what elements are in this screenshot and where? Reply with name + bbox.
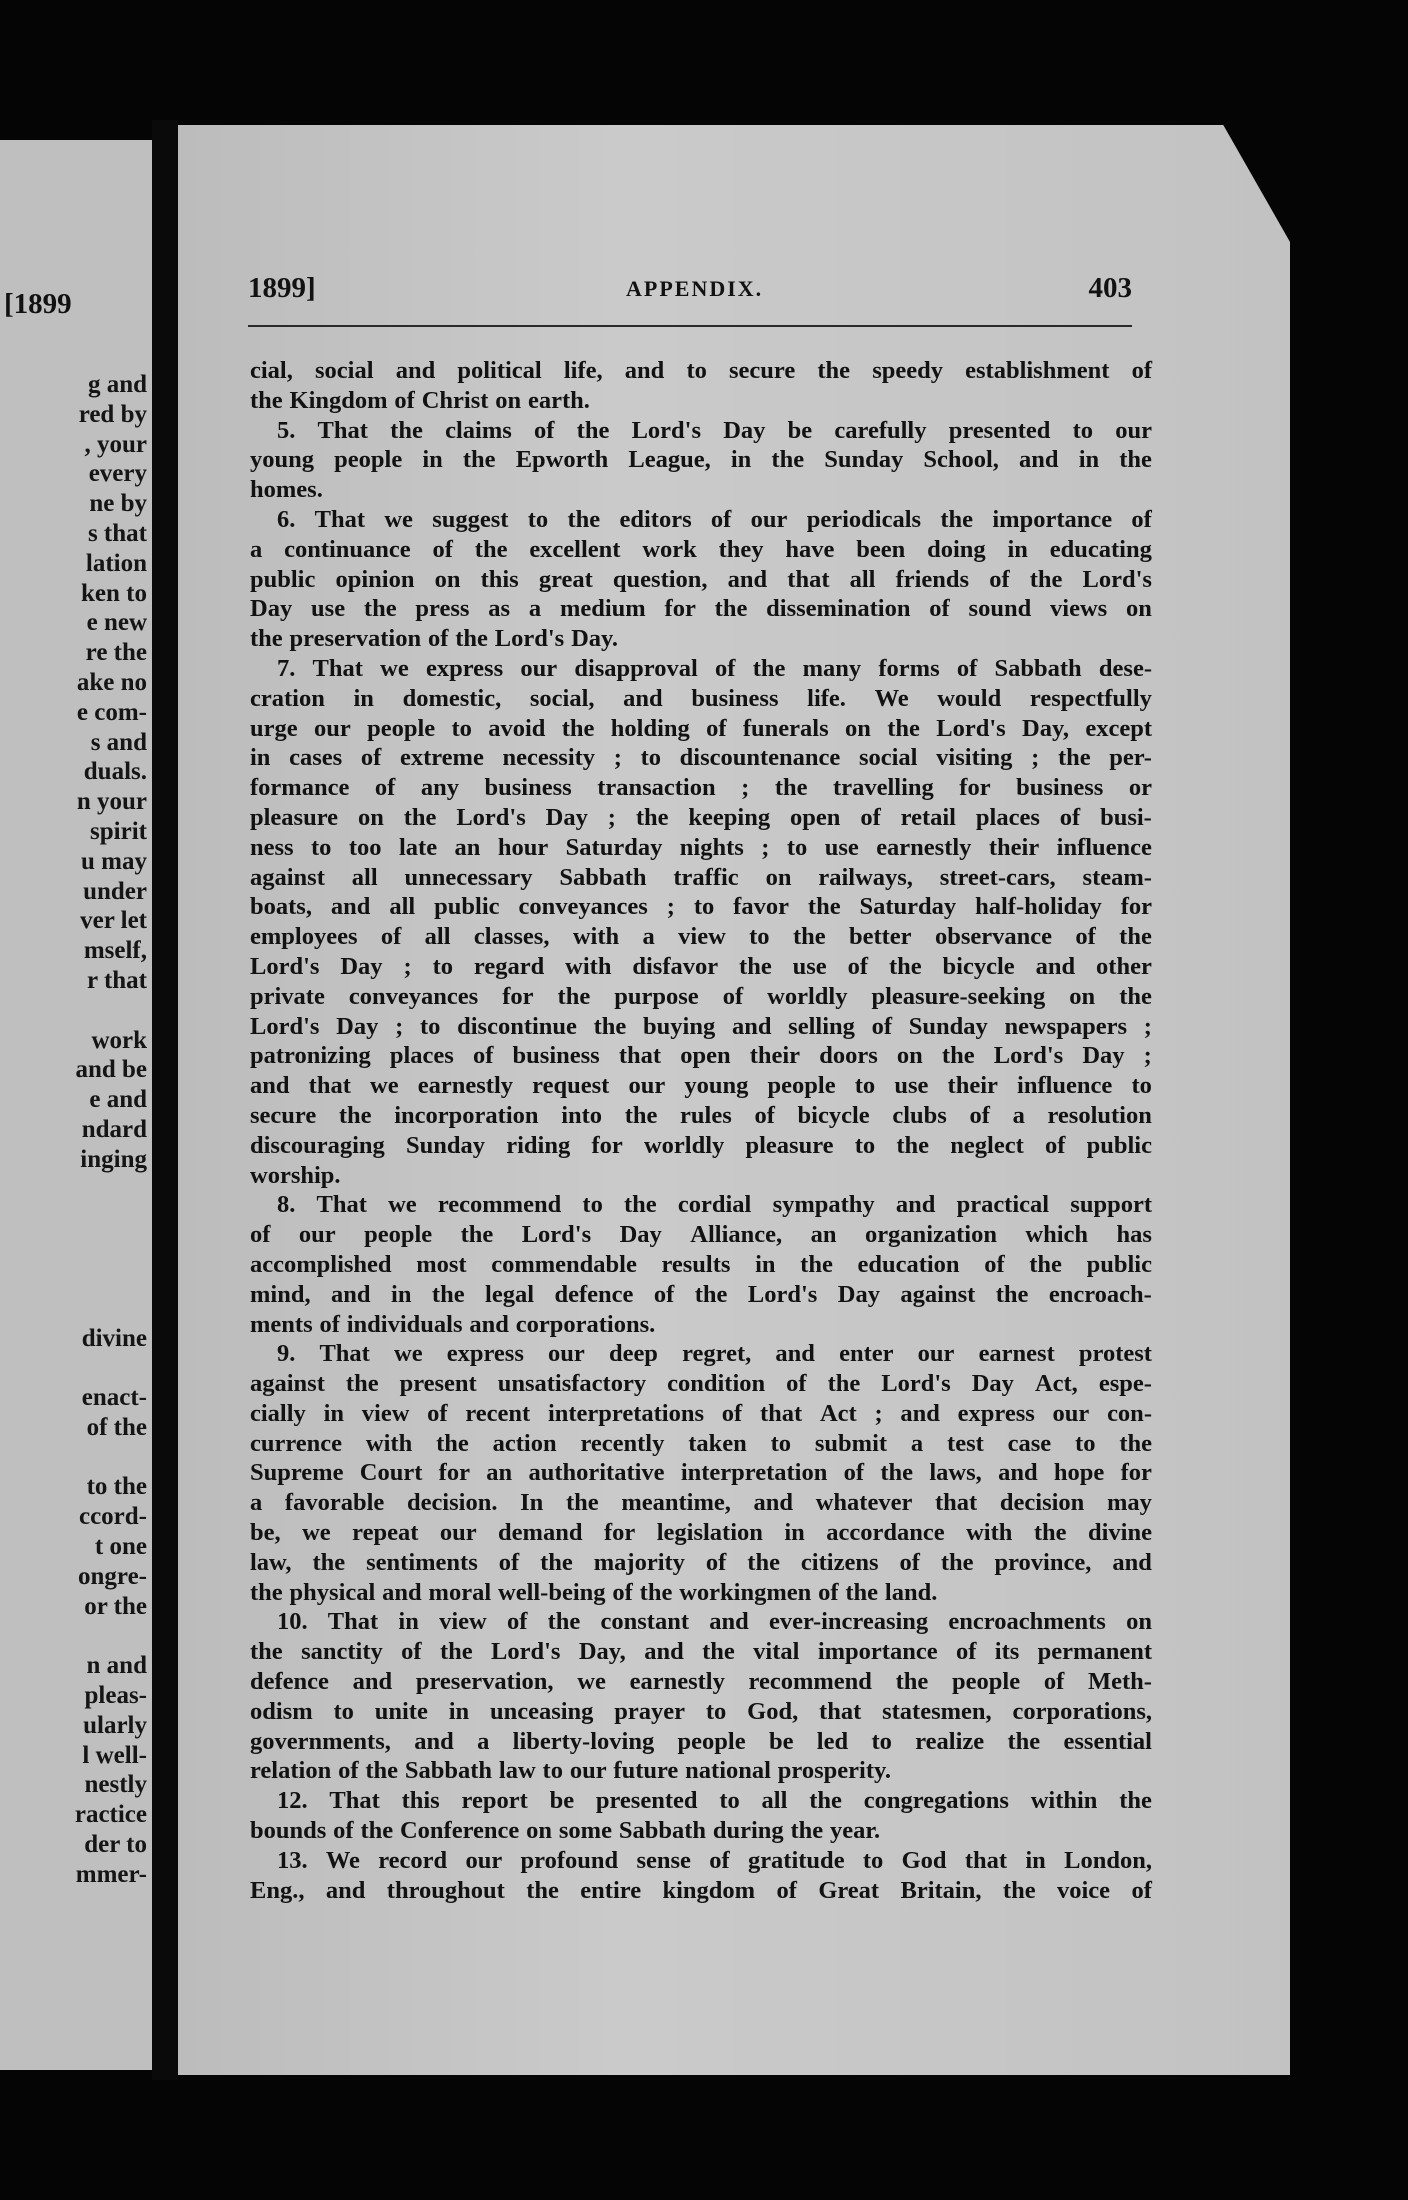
paragraph xyxy=(250,654,1152,1190)
text-line: mind, and in the legal defence of the Lord's Day against the encroach- xyxy=(250,1280,1152,1308)
text-line: private conveyances for the purpose of worldly pleasure-seeking on the xyxy=(250,982,1152,1010)
text-line: homes. xyxy=(250,476,323,504)
text-line: employees of all classes, with a view to the better observance of the xyxy=(250,923,1152,951)
text-line: young people in the Epworth League, in the Sunday School, and in the xyxy=(250,446,1152,474)
text-line: the physical and moral well-being of the workingmen of the land. xyxy=(250,1578,938,1606)
text-line: currence with the action recently taken to submit a test case to the xyxy=(250,1429,1152,1457)
text-line: cially in view of recent interpretations of that Act ; and express our con- xyxy=(250,1399,1152,1427)
left-page-line xyxy=(0,1294,152,1324)
left-page-line: under xyxy=(83,877,147,905)
left-page-line: e com- xyxy=(76,698,147,726)
left-page-line: ken to xyxy=(81,579,147,607)
left-page-line: s and xyxy=(90,728,147,756)
text-line: defence and preservation, we earnestly recommend the people of Meth- xyxy=(250,1668,1152,1696)
left-page-text xyxy=(0,370,152,1890)
left-page-line: and be xyxy=(75,1056,147,1084)
left-page-line: u may xyxy=(81,847,147,875)
paragraph xyxy=(250,416,1152,505)
page-number: 403 xyxy=(1088,272,1132,304)
left-page-line: enact- xyxy=(81,1384,147,1412)
text-line: ness to too late an hour Saturday nights ; to use earnestly their influence xyxy=(250,833,1152,861)
left-page-line: ndard xyxy=(81,1115,147,1143)
paragraph xyxy=(250,1607,1152,1786)
left-page-line: ver let xyxy=(80,907,147,935)
text-line: the sanctity of the Lord's Day, and the vital importance of its permanent xyxy=(250,1638,1152,1666)
left-page-line: e new xyxy=(86,609,147,637)
text-line: Supreme Court for an authoritative interpretation of the laws, and hope for xyxy=(250,1459,1152,1487)
text-line: against the present unsatisfactory condition of the Lord's Day Act, espe- xyxy=(250,1370,1152,1398)
left-page-line: l well- xyxy=(82,1741,147,1769)
text-line: of our people the Lord's Day Alliance, an organization which has xyxy=(250,1221,1152,1249)
page-body xyxy=(250,356,1152,1905)
left-page-line: red by xyxy=(78,400,147,428)
left-page-line: lation xyxy=(85,549,147,577)
left-page-line: ccord- xyxy=(78,1503,147,1531)
left-page-line: of the xyxy=(86,1413,147,1441)
text-line: the Kingdom of Christ on earth. xyxy=(250,386,590,414)
left-page-line: n your xyxy=(76,788,147,816)
left-page-line: spirit xyxy=(90,817,147,845)
text-line: formance of any business transaction ; the travelling for business or xyxy=(250,774,1152,802)
text-line: accomplished most commendable results in the education of the public xyxy=(250,1250,1152,1278)
text-line: in cases of extreme necessity ; to discountenance social visiting ; the per- xyxy=(250,744,1152,772)
text-line: 12. That this report be presented to all the congregations within the xyxy=(276,1787,1152,1815)
left-page-line: work xyxy=(91,1026,147,1054)
left-page-line xyxy=(0,996,152,1026)
left-page-line: ractice xyxy=(74,1801,147,1829)
text-line: secure the incorporation into the rules of bicycle clubs of a resolution xyxy=(250,1101,1152,1129)
text-line: against all unnecessary Sabbath traffic on railways, street-cars, steam- xyxy=(250,863,1152,891)
left-page-line: der to xyxy=(84,1831,147,1859)
left-page-line xyxy=(0,1621,152,1651)
left-page-line: t one xyxy=(94,1533,147,1561)
text-line: ments of individuals and corporations. xyxy=(250,1310,656,1338)
text-line: 8. That we recommend to the cordial sympathy and practical support xyxy=(276,1191,1152,1219)
paragraph xyxy=(250,1786,1152,1846)
text-line: cial, social and political life, and to secure the speedy establishment of xyxy=(250,357,1152,384)
text-line: Day use the press as a medium for the dissemination of sound views on xyxy=(250,595,1152,623)
text-line: a continuance of the excellent work they have been doing in educating xyxy=(250,535,1152,563)
text-line: cration in domestic, social, and business life. We would respectfully xyxy=(250,684,1152,712)
left-page-line xyxy=(0,1443,152,1473)
text-line: 7. That we express our disapproval of the many forms of Sabbath dese- xyxy=(276,654,1152,682)
left-page-line: divine xyxy=(81,1324,147,1352)
facing-left-page xyxy=(0,140,152,2070)
left-page-line: or the xyxy=(84,1592,147,1620)
paragraph xyxy=(250,356,1152,416)
text-line: a favorable decision. In the meantime, and whatever that decision may xyxy=(250,1489,1152,1517)
left-page-line: ne by xyxy=(89,490,147,518)
text-line: law, the sentiments of the majority of the citizens of the province, and xyxy=(250,1548,1152,1576)
text-line: worship. xyxy=(250,1161,341,1189)
left-page-line: n and xyxy=(86,1652,147,1680)
left-page-line: , your xyxy=(84,430,147,458)
left-page-line: mself, xyxy=(83,937,147,965)
text-line: Lord's Day ; to discontinue the buying and selling of Sunday newspapers ; xyxy=(250,1012,1152,1040)
header-year: 1899] xyxy=(248,272,316,304)
header-title: APPENDIX. xyxy=(626,276,764,301)
text-line: public opinion on this great question, and that all friends of the Lord's xyxy=(250,565,1152,593)
left-page-line: duals. xyxy=(83,758,147,786)
left-page-line: mmer- xyxy=(75,1860,147,1888)
text-line: discouraging Sunday riding for worldly pleasure to the neglect of public xyxy=(250,1131,1152,1159)
left-page-line: re the xyxy=(85,639,147,667)
text-line: urge our people to avoid the holding of funerals on the Lord's Day, except xyxy=(250,714,1152,742)
left-page-line: to the xyxy=(86,1473,147,1501)
text-line: Eng., and throughout the entire kingdom of Great Britain, the voice of xyxy=(250,1876,1152,1904)
text-line: the preservation of the Lord's Day. xyxy=(250,625,619,653)
text-line: be, we repeat our demand for legislation in accordance with the divine xyxy=(250,1519,1152,1547)
left-page-line xyxy=(0,1353,152,1383)
left-page-line: r that xyxy=(87,966,147,994)
text-line: 5. That the claims of the Lord's Day be carefully presented to our xyxy=(276,416,1152,444)
left-page-line: ake no xyxy=(76,668,147,696)
paragraph xyxy=(250,505,1152,654)
text-line: relation of the Sabbath law to our future national prosperity. xyxy=(250,1757,892,1785)
left-page-line xyxy=(0,1204,152,1234)
left-page-line: e and xyxy=(89,1086,147,1114)
text-line: boats, and all public conveyances ; to favor the Saturday half-holiday for xyxy=(250,893,1152,921)
left-page-header: [1899 xyxy=(4,288,72,320)
text-line: 10. That in view of the constant and ever-increasing encroachments on xyxy=(276,1608,1152,1636)
paragraph xyxy=(250,1339,1152,1607)
left-page-line: pleas- xyxy=(84,1682,147,1710)
header-rule xyxy=(248,325,1132,327)
text-line: 9. That we express our deep regret, and enter our earnest protest xyxy=(276,1340,1152,1368)
left-page-line: inging xyxy=(80,1145,147,1173)
text-line: 13. We record our profound sense of gratitude to God that in London, xyxy=(276,1846,1152,1874)
left-page-line: ularly xyxy=(83,1711,147,1739)
left-page-line xyxy=(0,1264,152,1294)
left-page-line: ongre- xyxy=(78,1562,147,1590)
book-gutter xyxy=(152,120,178,2080)
paragraph xyxy=(250,1846,1152,1906)
text-line: patronizing places of business that open their doors on the Lord's Day ; xyxy=(250,1042,1152,1070)
left-page-line xyxy=(0,1175,152,1205)
text-line: and that we earnestly request our young people to use their influence to xyxy=(250,1072,1152,1100)
left-page-line: every xyxy=(88,460,147,488)
text-line: governments, and a liberty-loving people be led to realize the essential xyxy=(250,1727,1152,1755)
left-page-line xyxy=(0,1234,152,1264)
text-line: 6. That we suggest to the editors of our periodicals the importance of xyxy=(276,505,1152,533)
left-page-line: g and xyxy=(87,371,147,398)
text-line: Lord's Day ; to regard with disfavor the use of the bicycle and other xyxy=(250,952,1152,980)
text-line: bounds of the Conference on some Sabbath during the year. xyxy=(250,1817,881,1845)
left-page-line: s that xyxy=(87,519,147,547)
left-page-line: nestly xyxy=(84,1771,147,1799)
paragraph xyxy=(250,1190,1152,1339)
text-line: odism to unite in unceasing prayer to God, that statesmen, corporations, xyxy=(250,1697,1152,1725)
text-line: pleasure on the Lord's Day ; the keeping open of retail places of busi- xyxy=(250,803,1152,831)
